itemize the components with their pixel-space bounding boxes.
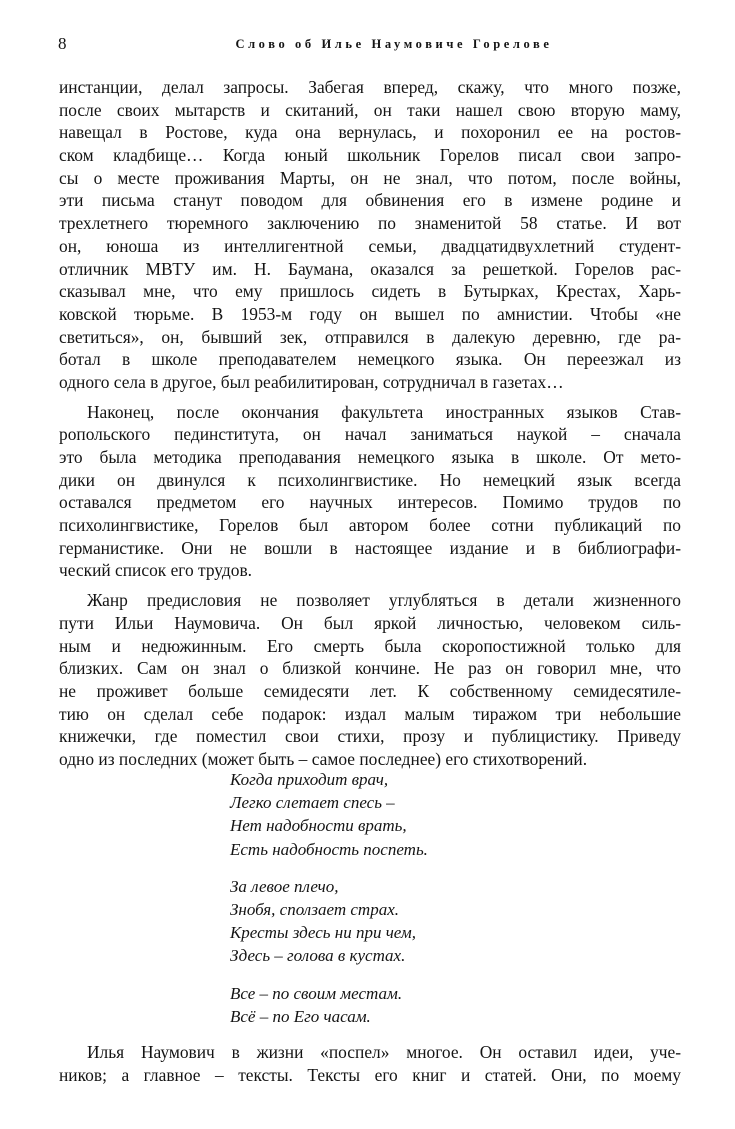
poem [230,768,550,1042]
text-line: Жанр предисловия не позволяет углубляться в детали жизненного [87,590,681,611]
poem-line: Кресты здесь ни при чем, [230,923,417,943]
text-line: Илья Наумович в жизни «поспел» многое. Он оставил идеи, уче- [87,1042,681,1062]
text-line: инстанции, делал запросы. Забегая вперед, скажу, что много позже, [59,77,681,97]
poem-stanza-3 [230,982,550,1028]
text-line: после своих мытарств и скитаний, он таки нашел свою вторую маму, [59,99,681,120]
poem-stanza-1 [230,768,550,861]
paragraph-3 [59,589,681,771]
text-line: близких. Сам он знал о близкой кончине. Не раз он говорил мне, что [59,658,681,679]
text-line: отличник МВТУ им. Н. Баумана, оказался за решеткой. Горелов рас- [59,258,681,279]
page-number: 8 [58,34,67,53]
paragraph-2 [59,401,681,583]
body-text [59,76,681,771]
poem-line: Есть надобность поспеть. [230,839,428,859]
text-line: пути Ильи Наумовича. Он был яркой личностью, человеком силь- [59,612,681,633]
text-line: оставался предметом его научных интересов. Помимо трудов по [59,492,681,513]
closing-paragraph [59,1041,681,1086]
text-line: сказывал мне, что ему пришлось сидеть в Бутырках, Крестах, Харь- [59,281,681,302]
page-header [58,33,680,57]
text-line: ным и недюжинным. Его смерть была скоропостижной только для [59,635,681,656]
text-line: Наконец, после окончания факультета иностранных языков Став- [87,401,681,422]
text-line: дики он двинулся к психолингвистике. Но немецкий язык всегда [59,469,681,490]
running-title: Слово об Илье Наумовиче Горелове [235,37,553,51]
poem-line: За левое плечо, [230,876,339,896]
poem-line: Все – по своим местам. [230,983,403,1003]
text-line: ропольского пединститута, он начал заниматься наукой – сначала [59,424,681,445]
text-line: это была методика преподавания немецкого языка в школе. От мето- [59,447,681,467]
text-line: трехлетнего тюремного заключению по знаменитой 58 статье. И вот [59,213,681,234]
poem-line: Всё – по Его часам. [230,1006,371,1026]
poem-line: Здесь – голова в кустах. [230,946,406,966]
text-line: ческий список его трудов. [59,560,253,581]
text-line: светиться», он, бывший зек, отправился в далекую деревню, где ра- [59,326,681,347]
poem-line: Нет надобности врать, [230,816,407,836]
text-line: одного села в другое, был реабилитирован, сотрудничал в газетах… [59,371,564,392]
poem-stanza-2 [230,875,550,968]
poem-line: Легко слетает спесь – [230,793,395,813]
text-line: эти письма станут поводом для обвинения его в измене родине и [59,190,681,211]
text-line: книжечки, где поместил свои стихи, прозу и публицистику. Приведу [59,726,681,747]
text-line: тию он сделал себе подарок: издал малым тиражом три небольшие [59,703,681,724]
text-line: германистике. Они не вошли в настоящее издание и в библиографи- [59,537,681,558]
text-line: не проживет больше семидесяти лет. К собственному семидесятиле- [59,680,681,701]
text-line: психолингвистике, Горелов был автором более сотни публикаций по [59,515,681,536]
text-line: ском кладбище… Когда юный школьник Горелов писал свои запро- [59,145,681,166]
poem-line: Знобя, сползает страх. [230,900,399,920]
text-line: ботал в школе преподавателем немецкого языка. Он переезжал из [59,349,681,370]
text-line: он, юноша из интеллигентной семьи, двадцатидвухлетний студент- [59,235,681,256]
text-line: ковской тюрьме. В 1953-м году он вышел по амнистии. Чтобы «не [59,303,681,324]
text-line: одно из последних (может быть – самое последнее) его стихотворений. [59,748,588,769]
text-line: сы о месте проживания Марты, он не знал, что потом, после войны, [59,167,681,188]
poem-line: Когда приходит врач, [230,770,389,789]
text-line: навещал в Ростове, куда она вернулась, и похоронил ее на ростов- [59,122,681,143]
text-line: ников; а главное – тексты. Тексты его книг и статей. Они, по моему [59,1064,681,1085]
paragraph-1 [59,76,681,394]
